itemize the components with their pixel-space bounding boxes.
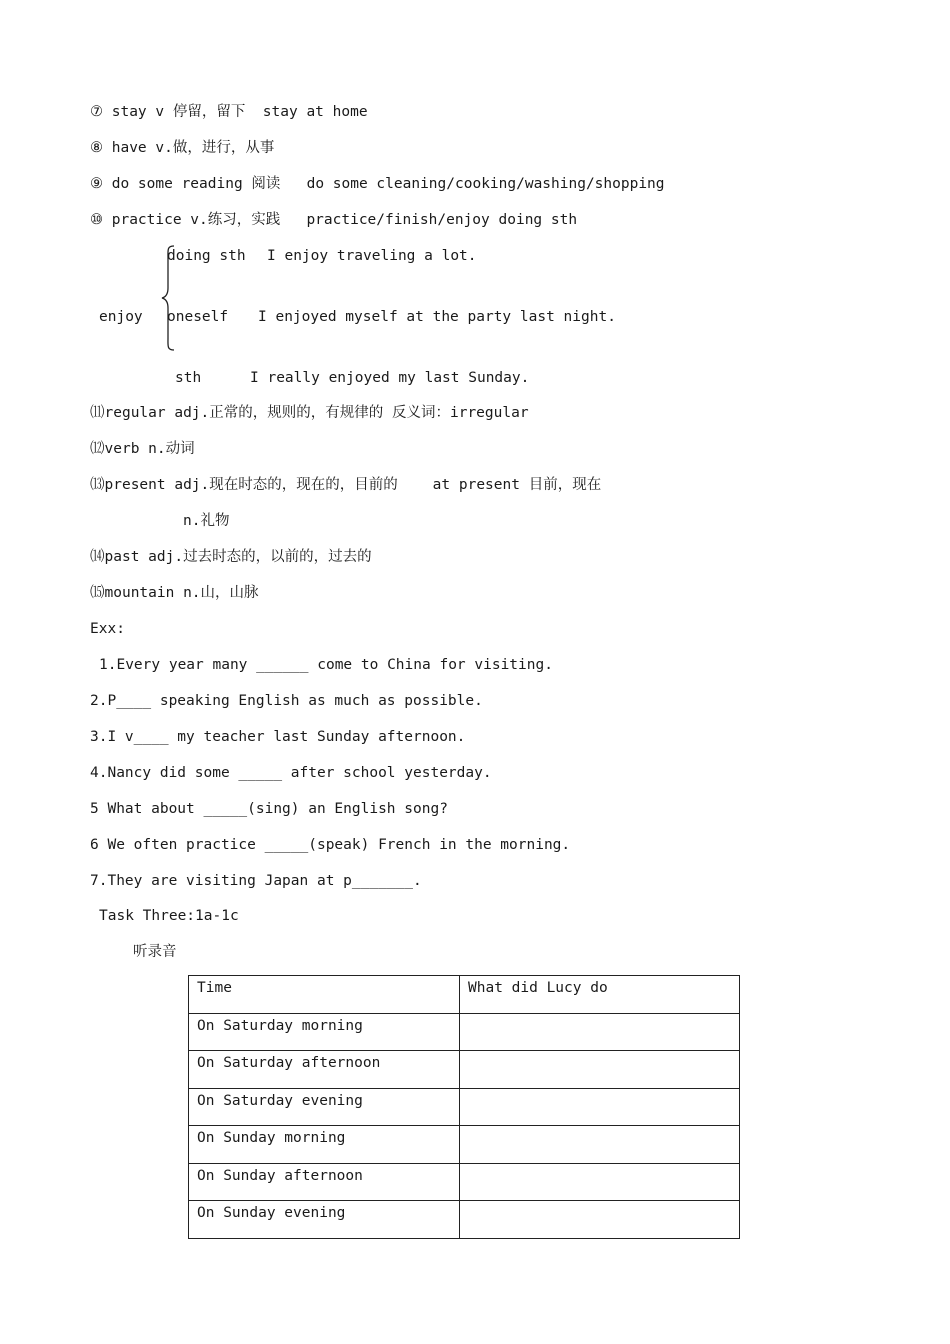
vocab-item-15: ⒂mountain n.山，山脉	[90, 585, 259, 601]
enjoy-example-3: I really enjoyed my last Sunday.	[250, 370, 530, 386]
table-cell-time: On Sunday evening	[189, 1201, 460, 1239]
vocab-item-12: ⑿verb n.动词	[90, 441, 195, 457]
enjoy-word: enjoy	[99, 309, 143, 325]
table-cell-time: On Sunday morning	[189, 1126, 460, 1164]
table-header-activity: What did Lucy do	[460, 976, 740, 1014]
table-row	[189, 1051, 740, 1089]
vocab-item-10: ⑩ practice v.练习，实践 practice/finish/enjoy doing sth	[90, 212, 578, 228]
table-cell-answer[interactable]	[460, 1126, 740, 1164]
table-cell-answer[interactable]	[460, 1013, 740, 1051]
table-cell-answer[interactable]	[460, 1163, 740, 1201]
table-row	[189, 1126, 740, 1164]
table-header-row	[189, 976, 740, 1014]
vocab-item-8: ⑧ have v.做，进行，从事	[90, 140, 275, 156]
table-cell-answer[interactable]	[460, 1201, 740, 1239]
table-row	[189, 1013, 740, 1051]
exercise-item: 1.Every year many ______ come to China for visiting.	[99, 657, 553, 673]
table-row	[189, 1163, 740, 1201]
exercise-item: 2.P____ speaking English as much as possible.	[90, 693, 483, 709]
table-cell-time: On Saturday afternoon	[189, 1051, 460, 1089]
vocab-item-13-noun: n.礼物	[183, 513, 230, 529]
enjoy-example-2: I enjoyed myself at the party last night.	[258, 309, 616, 325]
vocab-item-9: ⑨ do some reading 阅读 do some cleaning/cooking/washing/shopping	[90, 176, 665, 192]
table-cell-answer[interactable]	[460, 1051, 740, 1089]
vocab-item-11: ⑾regular adj.正常的，规则的，有规律的 反义词：irregular	[90, 405, 529, 421]
exercise-item: 7.They are visiting Japan at p_______.	[90, 873, 422, 889]
vocab-item-7: ⑦ stay v 停留，留下 stay at home	[90, 104, 368, 120]
table-header-time: Time	[189, 976, 460, 1014]
task-instruction: 听录音	[133, 944, 177, 960]
enjoy-pattern-doing: doing sth	[167, 248, 246, 264]
enjoy-pattern-sth: sth	[175, 370, 202, 386]
table-cell-answer[interactable]	[460, 1088, 740, 1126]
table-cell-time: On Saturday morning	[189, 1013, 460, 1051]
exercise-item: 6 We often practice _____(speak) French in the morning.	[90, 837, 571, 853]
table-row	[189, 1201, 740, 1239]
table-cell-time: On Sunday afternoon	[189, 1163, 460, 1201]
task-heading: Task Three:1a-1c	[99, 908, 239, 924]
vocab-item-13: ⒀present adj.现在时态的，现在的，目前的 at present 目前，现在	[90, 477, 602, 493]
enjoy-pattern-oneself: oneself	[167, 309, 229, 325]
enjoy-example-1: I enjoy traveling a lot.	[267, 248, 477, 264]
table-cell-time: On Saturday evening	[189, 1088, 460, 1126]
exercise-item: 5 What about _____(sing) an English song?	[90, 801, 448, 817]
exercise-item: 4.Nancy did some _____ after school yesterday.	[90, 765, 492, 781]
vocab-item-14: ⒁past adj.过去时态的，以前的，过去的	[90, 549, 372, 565]
exercises-heading: Exx:	[90, 621, 125, 637]
exercise-item: 3.I v____ my teacher last Sunday afternoon.	[90, 729, 466, 745]
table-row	[189, 1088, 740, 1126]
listening-table	[188, 975, 740, 1239]
